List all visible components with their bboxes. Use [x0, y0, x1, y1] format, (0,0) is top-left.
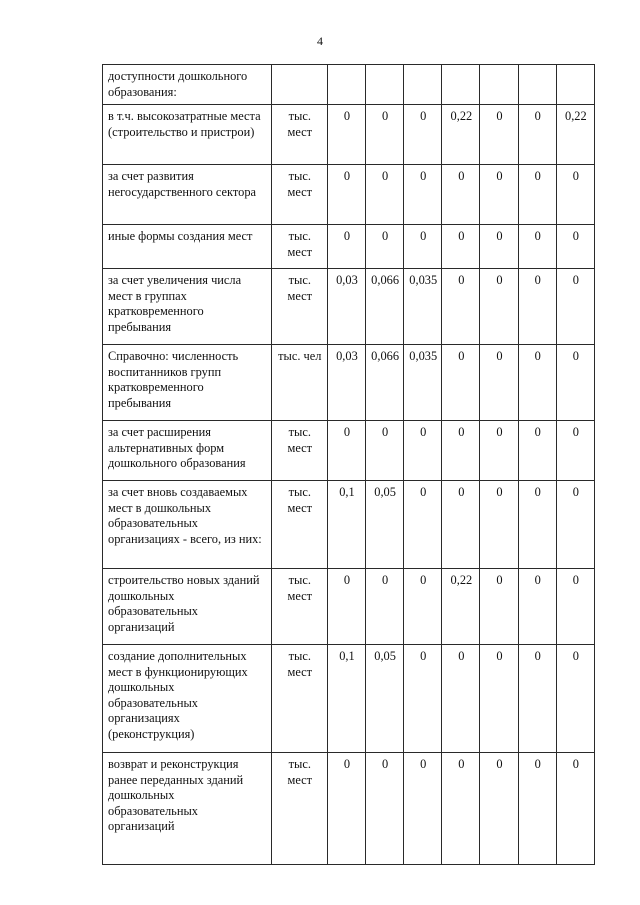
value-cell: 0	[366, 421, 404, 481]
value-cell	[518, 65, 556, 105]
value-cell: 0,035	[404, 269, 442, 345]
value-cell: 0	[442, 753, 480, 865]
value-cell: 0	[442, 225, 480, 269]
table-row	[103, 165, 595, 225]
value-cell: 0,22	[442, 105, 480, 165]
table-body	[103, 65, 595, 865]
value-cell: 0	[518, 481, 556, 569]
value-cell: 0	[518, 225, 556, 269]
value-cell	[327, 65, 365, 105]
value-cell: 0,035	[404, 345, 442, 421]
page-number: 4	[317, 34, 323, 48]
value-cell: 0,05	[366, 481, 404, 569]
value-cell: 0	[556, 421, 594, 481]
value-cell: 0	[556, 645, 594, 753]
unit-cell: тыс. мест	[271, 105, 327, 165]
value-cell: 0	[327, 225, 365, 269]
value-cell: 0,066	[366, 345, 404, 421]
value-cell: 0	[442, 269, 480, 345]
table-row	[103, 481, 595, 569]
value-cell: 0	[442, 165, 480, 225]
value-cell: 0	[480, 645, 518, 753]
value-cell: 0	[556, 569, 594, 645]
value-cell: 0,1	[327, 645, 365, 753]
indicator-name-cell: создание дополнительных мест в функционирующих дошкольных образовательных организациях (реконструкция)	[103, 645, 272, 753]
value-cell: 0	[442, 421, 480, 481]
value-cell: 0	[327, 753, 365, 865]
indicator-name-cell: за счет увеличения числа мест в группах кратковременного пребывания	[103, 269, 272, 345]
unit-cell	[271, 65, 327, 105]
unit-cell: тыс. чел	[271, 345, 327, 421]
value-cell: 0	[480, 225, 518, 269]
value-cell: 0	[442, 345, 480, 421]
value-cell: 0	[480, 569, 518, 645]
unit-cell: тыс. мест	[271, 645, 327, 753]
table-row	[103, 105, 595, 165]
value-cell: 0	[366, 753, 404, 865]
unit-cell: тыс. мест	[271, 165, 327, 225]
value-cell: 0	[404, 753, 442, 865]
value-cell: 0	[556, 345, 594, 421]
value-cell: 0	[518, 105, 556, 165]
unit-cell: тыс. мест	[271, 753, 327, 865]
value-cell: 0	[480, 345, 518, 421]
value-cell: 0	[442, 481, 480, 569]
value-cell: 0	[327, 569, 365, 645]
value-cell: 0	[556, 225, 594, 269]
value-cell: 0	[556, 753, 594, 865]
value-cell: 0	[556, 269, 594, 345]
value-cell: 0	[556, 481, 594, 569]
indicator-name-cell: за счет вновь создаваемых мест в дошкольных образовательных организациях - всего, из них:	[103, 481, 272, 569]
value-cell: 0	[480, 753, 518, 865]
value-cell: 0	[518, 165, 556, 225]
value-cell: 0	[442, 645, 480, 753]
indicator-name-cell: доступности дошкольного образования:	[103, 65, 272, 105]
value-cell: 0	[480, 269, 518, 345]
value-cell: 0,03	[327, 269, 365, 345]
indicator-name-cell: за счет развития негосударственного сектора	[103, 165, 272, 225]
indicator-name-cell: в т.ч. высокозатратные места (строительство и пристрои)	[103, 105, 272, 165]
table-row	[103, 65, 595, 105]
value-cell: 0	[518, 569, 556, 645]
value-cell: 0,22	[556, 105, 594, 165]
value-cell: 0	[480, 165, 518, 225]
table-row	[103, 225, 595, 269]
indicator-table	[102, 64, 595, 865]
value-cell: 0	[404, 225, 442, 269]
indicator-name-cell: Справочно: численность воспитанников групп кратковременного пребывания	[103, 345, 272, 421]
value-cell	[404, 65, 442, 105]
value-cell: 0,05	[366, 645, 404, 753]
value-cell: 0	[518, 269, 556, 345]
value-cell: 0	[366, 165, 404, 225]
value-cell: 0,22	[442, 569, 480, 645]
table-row	[103, 753, 595, 865]
value-cell: 0	[366, 225, 404, 269]
value-cell: 0	[327, 165, 365, 225]
value-cell: 0	[404, 105, 442, 165]
value-cell: 0	[366, 569, 404, 645]
value-cell: 0	[518, 645, 556, 753]
indicator-name-cell: возврат и реконструкция ранее переданных зданий дошкольных образовательных организаций	[103, 753, 272, 865]
value-cell: 0,1	[327, 481, 365, 569]
unit-cell: тыс. мест	[271, 421, 327, 481]
value-cell: 0	[327, 421, 365, 481]
unit-cell: тыс. мест	[271, 569, 327, 645]
value-cell: 0	[480, 105, 518, 165]
value-cell: 0,066	[366, 269, 404, 345]
value-cell: 0	[518, 753, 556, 865]
value-cell: 0	[404, 165, 442, 225]
unit-cell: тыс. мест	[271, 269, 327, 345]
value-cell: 0	[366, 105, 404, 165]
value-cell	[442, 65, 480, 105]
value-cell: 0	[480, 481, 518, 569]
value-cell: 0	[518, 421, 556, 481]
value-cell: 0	[404, 481, 442, 569]
unit-cell: тыс. мест	[271, 225, 327, 269]
table-row	[103, 645, 595, 753]
unit-cell: тыс. мест	[271, 481, 327, 569]
value-cell: 0	[404, 645, 442, 753]
value-cell: 0	[404, 569, 442, 645]
value-cell: 0	[556, 165, 594, 225]
value-cell: 0	[480, 421, 518, 481]
indicator-name-cell: строительство новых зданий дошкольных образовательных организаций	[103, 569, 272, 645]
table-row	[103, 421, 595, 481]
value-cell: 0	[518, 345, 556, 421]
indicator-name-cell: иные формы создания мест	[103, 225, 272, 269]
table-row	[103, 269, 595, 345]
value-cell: 0,03	[327, 345, 365, 421]
value-cell	[556, 65, 594, 105]
indicator-name-cell: за счет расширения альтернативных форм дошкольного образования	[103, 421, 272, 481]
value-cell	[366, 65, 404, 105]
value-cell: 0	[404, 421, 442, 481]
table-row	[103, 569, 595, 645]
value-cell: 0	[327, 105, 365, 165]
table-row	[103, 345, 595, 421]
value-cell	[480, 65, 518, 105]
